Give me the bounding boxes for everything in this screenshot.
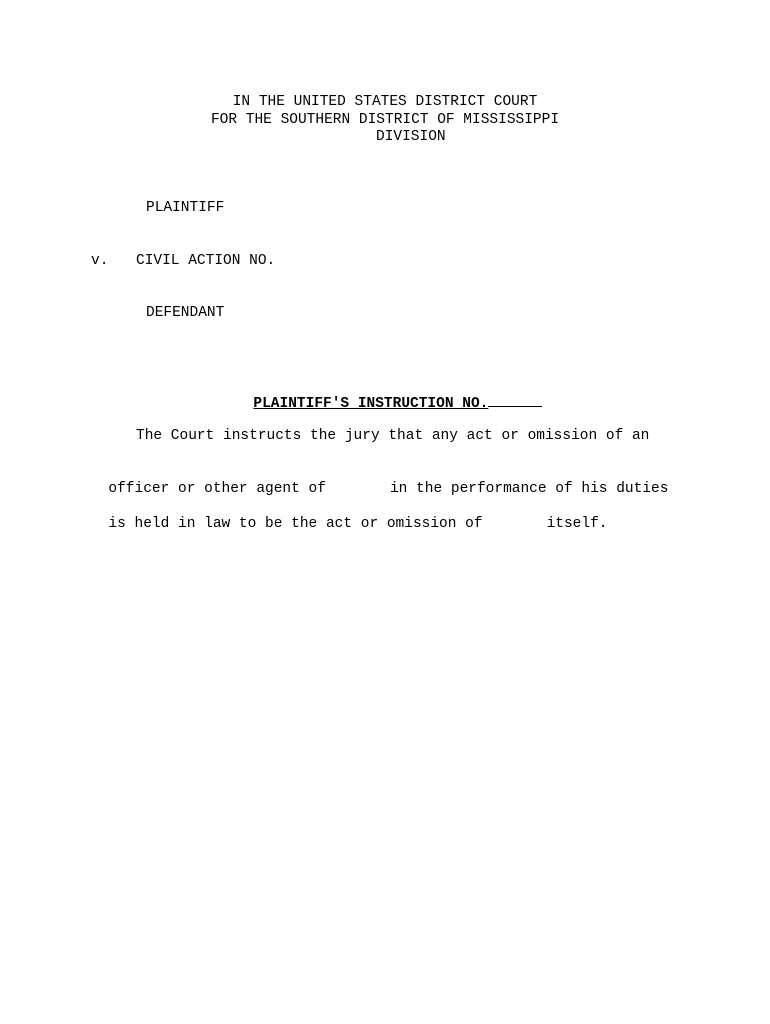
plaintiff-label: PLAINTIFF	[146, 200, 225, 216]
body-line-1: The Court instructs the jury that any act or omission of an	[136, 428, 650, 444]
body-line-3	[91, 497, 608, 533]
instruction-number-blank	[488, 393, 542, 407]
court-title-line-2: FOR THE SOUTHERN DISTRICT OF MISSISSIPPI	[210, 112, 560, 128]
court-title-line-1: IN THE UNITED STATES DISTRICT COURT	[232, 94, 538, 110]
body-line-3-part-a: is held in law to be the act or omission of	[108, 516, 483, 532]
body-line-3-part-b: itself.	[546, 516, 608, 532]
body-line-2	[91, 462, 668, 498]
civil-action-label: CIVIL ACTION NO.	[136, 253, 276, 269]
defendant-label: DEFENDANT	[146, 305, 225, 321]
instruction-heading-text: PLAINTIFF'S INSTRUCTION NO.	[253, 396, 489, 412]
body-line-2-part-a: officer or other agent of	[108, 481, 326, 497]
instruction-heading	[236, 375, 542, 413]
versus-label: v.	[91, 253, 109, 269]
court-division-line: DIVISION	[376, 129, 446, 145]
body-line-2-part-b: in the performance of his duties	[389, 481, 669, 497]
